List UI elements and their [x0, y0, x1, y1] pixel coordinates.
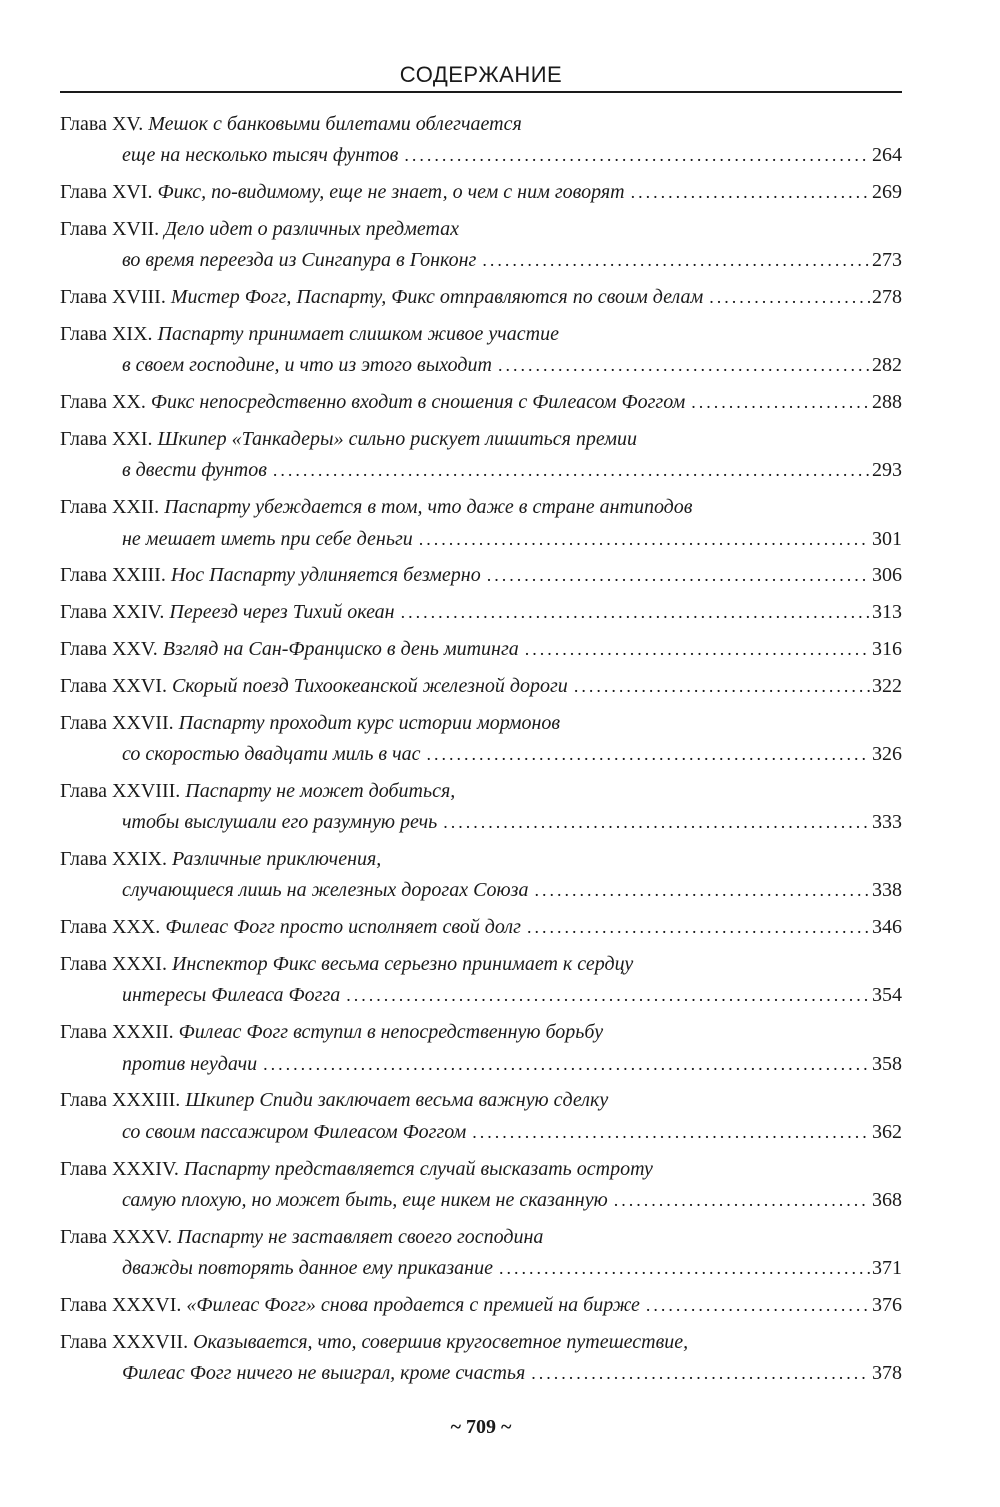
chapter-label: Глава XIX. [60, 323, 153, 345]
toc-entry-line [60, 949, 902, 980]
chapter-title: со скоростью двадцати миль в час [122, 743, 421, 765]
toc-entry-line [60, 634, 902, 665]
chapter-title: Паспарту проходит курс истории мормонов [178, 711, 561, 734]
toc-entry [60, 387, 902, 418]
table-of-contents [60, 109, 902, 1395]
chapter-title: Филеас Фогг ничего не выиграл, кроме счастья [122, 1362, 526, 1385]
chapter-title: в двести фунтов [122, 459, 267, 482]
toc-entry [60, 1290, 902, 1321]
chapter-title: Филеас Фогг просто исполняет свой долг [165, 916, 521, 939]
chapter-title: Паспарту не может добиться, [185, 779, 456, 802]
chapter-label: Глава XXXII. [60, 1021, 174, 1044]
chapter-title: Паспарту убеждается в том, что даже в стране антиподов [164, 496, 693, 519]
chapter-title: Переезд через Тихий океан [169, 601, 395, 624]
toc-entry-line [60, 282, 902, 313]
dot-leader [273, 455, 870, 486]
chapter-page-number: 301 [872, 527, 902, 550]
toc-entry-line [60, 524, 902, 555]
toc-entry [60, 1017, 902, 1080]
chapter-page-number: 288 [872, 391, 902, 414]
chapter-label: Глава XXVII. [60, 711, 174, 734]
chapter-label: Глава XXVIII. [60, 779, 181, 802]
chapter-title: Нос Паспарту удлиняется безмерно [170, 564, 481, 587]
chapter-page-number: 326 [872, 743, 902, 765]
chapter-page-number: 371 [872, 1257, 902, 1280]
chapter-label: Глава XXI. [60, 428, 153, 450]
toc-entry [60, 1327, 902, 1390]
toc-entry-line [60, 560, 902, 591]
page-number: ~ 709 ~ [450, 1416, 512, 1438]
toc-entry [60, 109, 902, 172]
dot-leader [482, 245, 870, 276]
dot-leader [646, 1290, 870, 1321]
chapter-title: дважды повторять данное ему приказание [122, 1257, 493, 1280]
toc-entry-line [60, 1185, 902, 1216]
toc-entry [60, 492, 902, 555]
dot-leader [709, 282, 870, 313]
toc-entry [60, 319, 902, 382]
book-page [60, 0, 902, 1507]
toc-entry [60, 282, 902, 313]
chapter-page-number: 378 [872, 1362, 902, 1385]
toc-entry-line [60, 1253, 902, 1284]
chapter-label: Глава XXXI. [60, 953, 167, 975]
dot-leader [346, 980, 870, 1011]
toc-entry [60, 912, 902, 943]
chapter-title: Дело идет о различных предметах [164, 218, 460, 240]
toc-entry [60, 1085, 902, 1148]
toc-entry-line [60, 980, 902, 1011]
chapter-title: Паспарту принимает слишком живое участие [157, 323, 559, 345]
dot-leader [691, 387, 870, 418]
toc-entry-line [60, 1154, 902, 1185]
toc-entry [60, 671, 902, 702]
toc-entry-line [60, 455, 902, 486]
chapter-page-number: 306 [872, 564, 902, 587]
chapter-label: Глава XXXVII. [60, 1330, 189, 1353]
toc-entry-line [60, 319, 902, 350]
toc-entry-line [60, 1358, 902, 1389]
chapter-page-number: 293 [872, 459, 902, 482]
toc-entry-line [60, 350, 902, 381]
dot-leader [443, 807, 870, 838]
dot-leader [487, 560, 870, 591]
toc-entry [60, 214, 902, 277]
toc-entry [60, 597, 902, 628]
chapter-page-number: 316 [872, 638, 902, 660]
chapter-label: Глава XXXV. [60, 1225, 173, 1248]
chapter-label: Глава XVII. [60, 218, 160, 240]
chapter-label: Глава XVIII. [60, 286, 166, 309]
dot-leader [499, 1253, 870, 1284]
chapter-label: Глава XXV. [60, 638, 158, 660]
chapter-title: Мистер Фогг, Паспарту, Фикс отправляются по своим делам [170, 286, 704, 309]
chapter-page-number: 273 [872, 249, 902, 272]
chapter-label: Глава XVI. [60, 181, 153, 204]
chapter-label: Глава XXVI. [60, 674, 167, 697]
toc-entry-line [60, 807, 902, 838]
toc-entry-line [60, 912, 902, 943]
chapter-title: «Филеас Фогг» снова продается с премией на бирже [186, 1294, 640, 1317]
header-rule [60, 91, 902, 93]
toc-entry-line [60, 1085, 902, 1116]
toc-entry-line [60, 597, 902, 628]
chapter-title: Оказывается, что, совершив кругосветное путешествие, [193, 1330, 689, 1353]
toc-entry-line [60, 1017, 902, 1048]
chapter-label: Глава XXX. [60, 916, 161, 939]
toc-entry [60, 634, 902, 665]
chapter-title: Инспектор Фикс весьма серьезно принимает к сердцу [171, 953, 634, 975]
dot-leader [401, 597, 870, 628]
chapter-page-number: 278 [872, 286, 902, 309]
toc-entry-line [60, 739, 902, 770]
toc-entry-line [60, 1222, 902, 1253]
toc-entry [60, 1154, 902, 1217]
chapter-page-number: 264 [872, 144, 902, 167]
chapter-title: интересы Филеаса Фогга [122, 984, 341, 1007]
chapter-page-number: 313 [872, 601, 902, 624]
toc-entry [60, 776, 902, 839]
chapter-title: Скорый поезд Тихоокеанской железной дороги [171, 674, 568, 697]
toc-entry [60, 949, 902, 1012]
chapter-title: случающиеся лишь на железных дорогах Союза [122, 879, 529, 902]
dot-leader [404, 140, 870, 171]
toc-entry [60, 177, 902, 208]
toc-entry [60, 708, 902, 771]
toc-entry-line [60, 492, 902, 523]
chapter-title: Шкипер Спиди заключает весьма важную сделку [185, 1089, 609, 1112]
chapter-title: Фикс непосредственно входит в сношения с Филеасом Фоггом [150, 391, 686, 414]
dot-leader [614, 1185, 870, 1216]
chapter-title: Филеас Фогг вступил в непосредственную борьбу [178, 1021, 604, 1044]
toc-entry [60, 424, 902, 487]
chapter-page-number: 346 [872, 916, 902, 939]
chapter-page-number: 322 [872, 674, 902, 697]
chapter-title: самую плохую, но может быть, еще никем не сказанную [122, 1189, 608, 1212]
dot-leader [527, 912, 870, 943]
toc-entry-line [60, 245, 902, 276]
chapter-title: во время переезда из Сингапура в Гонконг [122, 249, 477, 272]
toc-entry [60, 844, 902, 907]
dot-leader [531, 1358, 870, 1389]
toc-entry-line [60, 1327, 902, 1358]
chapter-page-number: 362 [872, 1120, 902, 1143]
dot-leader [574, 671, 870, 702]
toc-entry-line [60, 1117, 902, 1148]
dot-leader [472, 1117, 870, 1148]
chapter-title: чтобы выслушали его разумную речь [122, 811, 438, 834]
chapter-title: Паспарту не заставляет своего господина [177, 1225, 544, 1248]
chapter-title: Взгляд на Сан-Франциско в день митинга [162, 638, 519, 660]
toc-entry-line [60, 387, 902, 418]
chapter-label: Глава XXII. [60, 496, 160, 519]
chapter-title: Мешок с банковыми билетами облегчается [148, 113, 522, 135]
toc-entry-line [60, 140, 902, 171]
chapter-title: Различные приключения, [171, 848, 382, 870]
dot-leader [498, 350, 870, 381]
chapter-title: Паспарту представляется случай высказать остроту [183, 1157, 653, 1180]
toc-entry-line [60, 844, 902, 875]
chapter-label: Глава XXIII. [60, 564, 166, 587]
dot-leader [263, 1049, 870, 1080]
chapter-label: Глава XXIX. [60, 848, 167, 870]
toc-entry-line [60, 671, 902, 702]
toc-entry-line [60, 1049, 902, 1080]
chapter-title: Фикс, по-видимому, еще не знает, о чем с ним говорят [157, 181, 625, 204]
chapter-label: Глава XXXIV. [60, 1157, 179, 1180]
dot-leader [419, 524, 870, 555]
chapter-label: Глава XXIV. [60, 601, 165, 624]
chapter-page-number: 354 [872, 984, 902, 1007]
toc-entry [60, 560, 902, 591]
chapter-page-number: 269 [872, 181, 902, 204]
dot-leader [525, 634, 870, 665]
toc-entry-line [60, 1290, 902, 1321]
chapter-title: против неудачи [122, 1052, 258, 1075]
chapter-title: не мешает иметь при себе деньги [122, 527, 413, 550]
chapter-title: еще на несколько тысяч фунтов [122, 144, 399, 167]
dot-leader [534, 875, 870, 906]
chapter-page-number: 376 [872, 1294, 902, 1317]
toc-entry-line [60, 424, 902, 455]
toc-entry-line [60, 214, 902, 245]
chapter-page-number: 338 [872, 879, 902, 902]
chapter-label: Глава XV. [60, 113, 144, 135]
chapter-title: со своим пассажиром Филеасом Фоггом [122, 1120, 467, 1143]
toc-entry-line [60, 875, 902, 906]
page-header-title: СОДЕРЖАНИЕ [399, 62, 563, 87]
chapter-page-number: 368 [872, 1189, 902, 1212]
chapter-title: Шкипер «Танкадеры» сильно рискует лишиться премии [157, 428, 638, 450]
chapter-label: Глава XXXIII. [60, 1089, 181, 1112]
toc-entry-line [60, 776, 902, 807]
dot-leader [631, 177, 870, 208]
chapter-page-number: 282 [872, 354, 902, 377]
chapter-label: Глава XXXVI. [60, 1294, 182, 1317]
chapter-label: Глава XX. [60, 391, 146, 414]
toc-entry-line [60, 109, 902, 140]
toc-entry-line [60, 177, 902, 208]
chapter-page-number: 358 [872, 1052, 902, 1075]
toc-entry-line [60, 708, 902, 739]
toc-entry [60, 1222, 902, 1285]
chapter-page-number: 333 [872, 811, 902, 834]
chapter-title: в своем господине, и что из этого выходит [122, 354, 492, 377]
dot-leader [427, 739, 870, 770]
